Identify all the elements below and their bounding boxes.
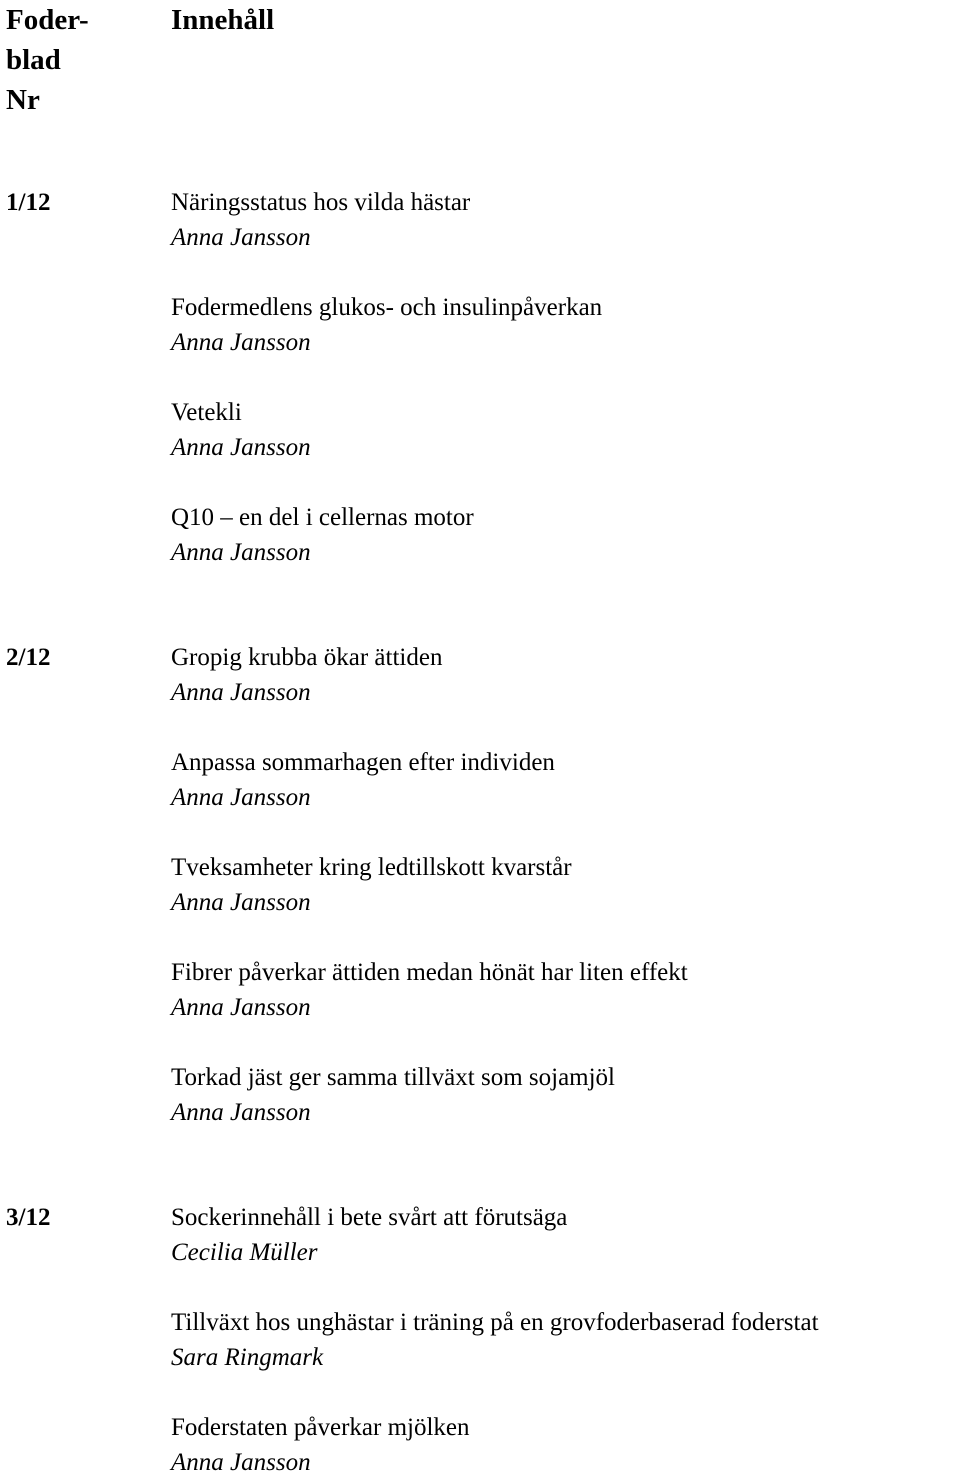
article-author: Cecilia Müller <box>171 1239 318 1266</box>
article-entry <box>171 955 688 1025</box>
article-entry <box>171 185 470 255</box>
article-author: Anna Jansson <box>171 889 311 916</box>
article-author: Anna Jansson <box>171 329 311 356</box>
article-title: Fibrer påverkar ättiden medan hönät har liten effekt <box>171 959 688 986</box>
article-title: Foderstaten påverkar mjölken <box>171 1414 470 1441</box>
article-entry <box>171 850 572 920</box>
article-entry <box>171 745 555 815</box>
article-author: Anna Jansson <box>171 224 311 251</box>
article-title: Gropig krubba ökar ättiden <box>171 644 443 671</box>
article-title: Torkad jäst ger samma tillväxt som sojamjöl <box>171 1064 616 1091</box>
issue-number: 1/12 <box>6 189 51 216</box>
article-title: Anpassa sommarhagen efter individen <box>171 749 555 776</box>
article-entry <box>171 1410 470 1480</box>
page-title: Innehåll <box>171 4 275 36</box>
article-title: Tveksamheter kring ledtillskott kvarstår <box>171 854 572 881</box>
issue-number: 2/12 <box>6 644 51 671</box>
article-entry <box>171 290 602 360</box>
article-entry <box>171 1200 567 1270</box>
article-author: Anna Jansson <box>171 784 311 811</box>
article-author: Anna Jansson <box>171 1449 311 1476</box>
article-author: Sara Ringmark <box>171 1344 324 1371</box>
article-author: Anna Jansson <box>171 994 311 1021</box>
article-entry <box>171 395 311 465</box>
article-title: Tillväxt hos unghästar i träning på en grovfoderbaserad foderstat <box>171 1309 819 1336</box>
article-entry <box>171 640 442 710</box>
article-author: Anna Jansson <box>171 679 311 706</box>
issue-number: 3/12 <box>6 1204 51 1231</box>
header-issue-line: blad <box>6 44 61 76</box>
article-author: Anna Jansson <box>171 539 311 566</box>
header-issue-column <box>6 0 156 120</box>
article-author: Anna Jansson <box>171 1099 311 1126</box>
article-entry <box>171 1060 615 1130</box>
header-issue-line: Nr <box>6 84 40 116</box>
article-title: Vetekli <box>171 399 242 426</box>
header-issue-line: Foder- <box>6 4 89 36</box>
article-title: Fodermedlens glukos- och insulinpåverkan <box>171 294 603 321</box>
article-entry <box>171 1305 819 1375</box>
article-title: Sockerinnehåll i bete svårt att förutsäga <box>171 1204 568 1231</box>
article-title: Näringsstatus hos vilda hästar <box>171 189 471 216</box>
article-author: Anna Jansson <box>171 434 311 461</box>
article-entry <box>171 500 474 570</box>
article-title: Q10 – en del i cellernas motor <box>171 504 474 531</box>
